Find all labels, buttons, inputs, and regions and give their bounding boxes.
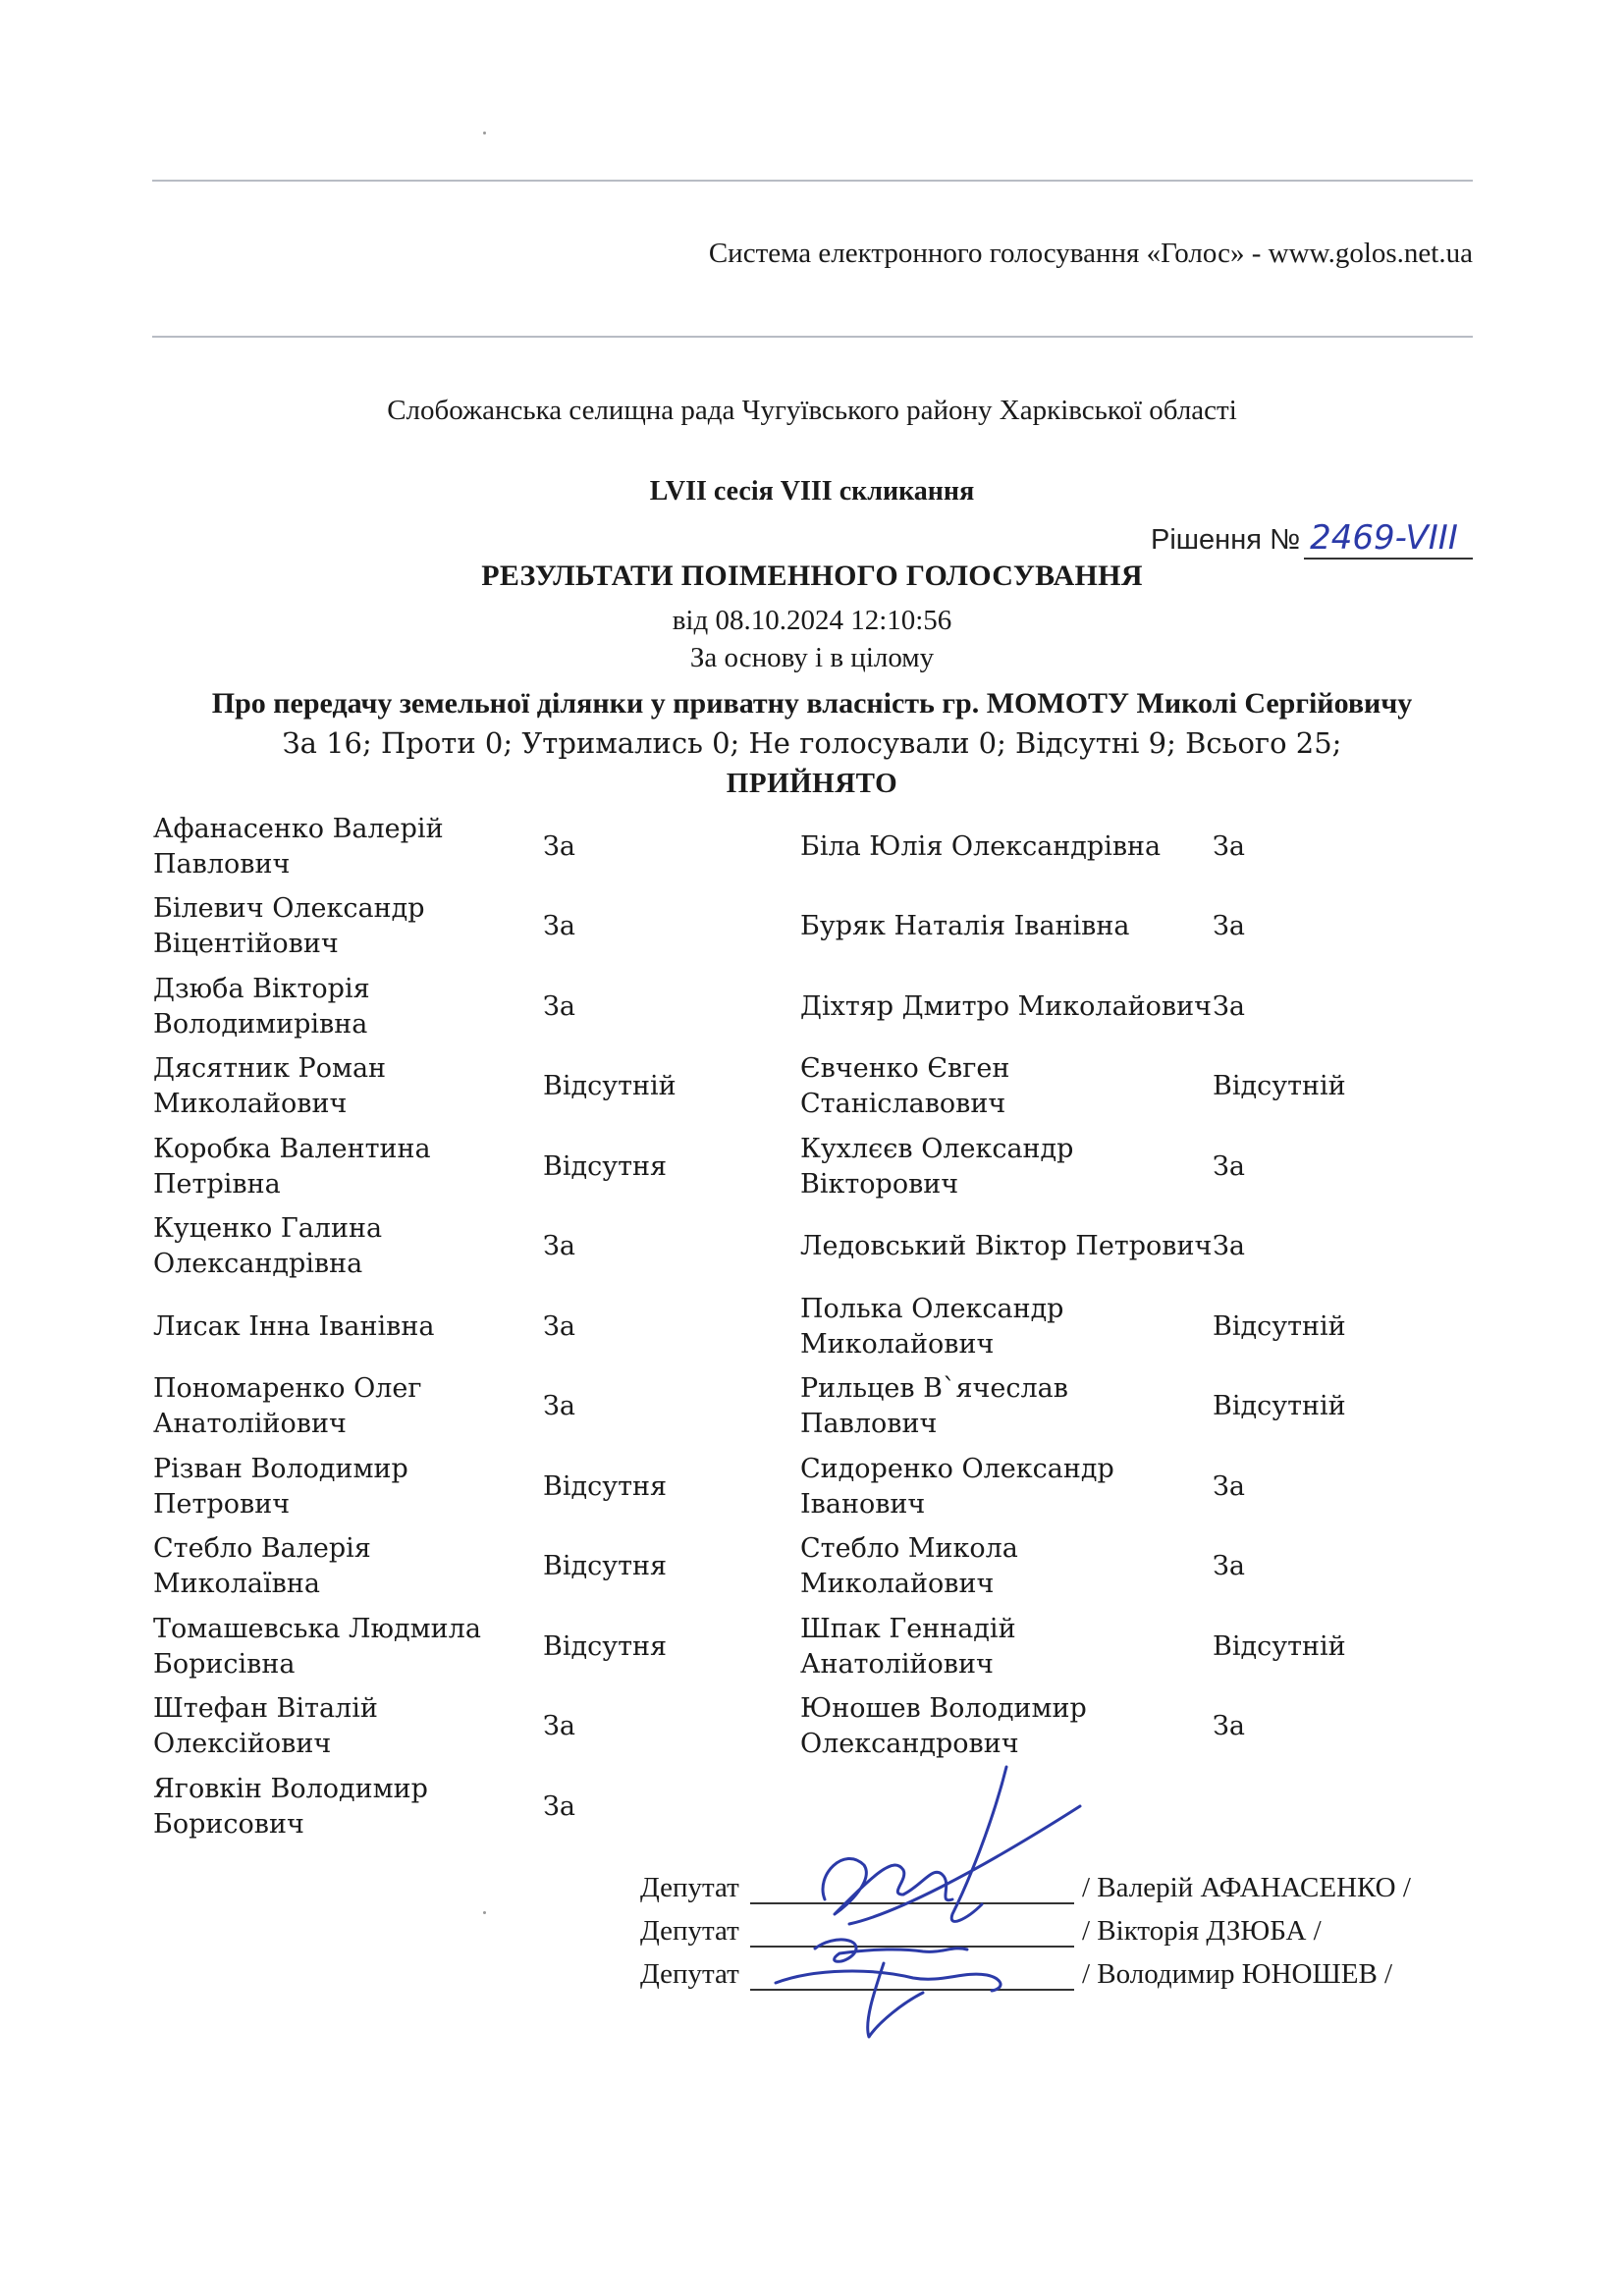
deputy-vote: За	[1213, 1711, 1245, 1742]
deputy-name: Стебло Валерія Миколаївна	[153, 1533, 371, 1600]
deputy-vote: За	[1213, 1470, 1245, 1502]
header-bottom-rule	[152, 336, 1473, 338]
deputy-name: Рильцев В`ячеслав Павлович	[800, 1373, 1068, 1440]
deputy-vote: Відсутній	[1213, 1391, 1346, 1422]
signatory-name: / Вікторія ДЗЮБА /	[1082, 1915, 1322, 1947]
vote-row	[153, 807, 1400, 887]
deputy-name: Штефан Віталій Олексійович	[153, 1693, 378, 1760]
deputy-name: Дясятник Роман Миколайович	[153, 1053, 387, 1120]
deputy-name: Стебло Микола Миколайович	[800, 1533, 1018, 1600]
deputy-name: Лисак Інна Іванівна	[153, 1310, 435, 1342]
deputy-name: Діхтяр Дмитро Миколайович	[800, 990, 1212, 1022]
vote-row	[153, 967, 1400, 1047]
deputy-vote: Відсутній	[1213, 1071, 1346, 1102]
deputy-vote: За	[1213, 990, 1245, 1022]
deputy-vote: Відсутня	[543, 1470, 668, 1502]
deputy-name: Куценко Галина Олександрівна	[153, 1213, 383, 1280]
signature-label: Депутат	[640, 1958, 739, 1990]
vote-row	[153, 1447, 1400, 1527]
deputy-vote: За	[1213, 830, 1245, 862]
roll-call-table	[153, 807, 1400, 1847]
deputy-vote: Відсутній	[543, 1071, 677, 1102]
deputy-name: Полька Олександр Миколайович	[800, 1293, 1064, 1360]
deputy-vote: За	[543, 1231, 575, 1262]
deputy-name: Білевич Олександр Віцентійович	[153, 893, 425, 960]
decision-number	[1151, 518, 1473, 560]
decision-handwritten-number: 2469-VIII	[1304, 518, 1473, 560]
vote-basis: За основу і в цілому	[689, 642, 935, 673]
deputy-name: Шпак Геннадій Анатолійович	[800, 1613, 1016, 1680]
vote-row	[153, 887, 1400, 968]
council-name: Слобожанська селищна рада Чугуївського району Харківської області	[387, 395, 1237, 426]
deputy-name: Євченко Євген Станіславович	[800, 1053, 1010, 1120]
deputy-vote: Відсутній	[1213, 1310, 1346, 1342]
header-top-rule	[152, 180, 1473, 182]
vote-row	[153, 1207, 1400, 1288]
deputy-name: Різван Володимир Петрович	[153, 1453, 408, 1520]
deputy-name: Сидоренко Олександр Іванович	[800, 1453, 1114, 1520]
vote-tally: За 16; Проти 0; Утримались 0; Не голосували 0; Відсутні 9; Всього 25;	[282, 726, 1342, 760]
deputy-vote: За	[1213, 911, 1245, 942]
deputy-name: Томашевська Людмила Борисівна	[153, 1613, 481, 1680]
vote-row	[153, 1607, 1400, 1687]
deputy-vote: За	[1213, 1231, 1245, 1262]
signatory-name: / Валерій АФАНАСЕНКО /	[1082, 1872, 1411, 1903]
signature-label: Депутат	[640, 1872, 739, 1903]
vote-row	[153, 1287, 1400, 1367]
deputy-name: Юношев Володимир Олександрович	[800, 1693, 1087, 1760]
results-title: РЕЗУЛЬТАТИ ПОІМЕННОГО ГОЛОСУВАННЯ	[481, 560, 1143, 592]
vote-row	[153, 1047, 1400, 1128]
session-title: LVII сесія VIII скликання	[649, 476, 975, 507]
deputy-name: Яговкін Володимир Борисович	[153, 1773, 428, 1840]
scan-speck	[483, 132, 486, 134]
vote-row	[153, 1687, 1400, 1768]
voting-system-caption: Система електронного голосування «Голос» - www.golos.net.ua	[708, 238, 1473, 269]
deputy-vote: За	[543, 911, 575, 942]
deputy-vote: Відсутній	[1213, 1630, 1346, 1662]
scan-speck	[483, 1911, 486, 1914]
handwritten-signatures	[756, 1757, 1110, 2052]
vote-row	[153, 1127, 1400, 1207]
vote-row	[153, 1527, 1400, 1608]
deputy-vote: За	[543, 830, 575, 862]
deputy-vote: За	[543, 990, 575, 1022]
deputy-vote: За	[1213, 1150, 1245, 1182]
deputy-name: Буряк Наталія Іванівна	[800, 911, 1130, 942]
deputy-name: Афанасенко Валерій Павлович	[153, 813, 444, 880]
decision-label: Рішення №	[1151, 524, 1301, 556]
deputy-vote: За	[1213, 1551, 1245, 1582]
deputy-name: Біла Юлія Олександрівна	[800, 830, 1162, 862]
deputy-name: Дзюба Вікторія Володимирівна	[153, 973, 370, 1040]
signatory-name: / Володимир ЮНОШЕВ /	[1082, 1958, 1393, 1990]
deputy-name: Коробка Валентина Петрівна	[153, 1133, 431, 1200]
deputy-name: Пономаренко Олег Анатолійович	[153, 1373, 422, 1440]
deputy-name: Кухлєєв Олександр Вікторович	[800, 1133, 1074, 1200]
deputy-vote: Відсутня	[543, 1150, 668, 1182]
signature-label: Депутат	[640, 1915, 739, 1947]
deputy-vote: Відсутня	[543, 1551, 668, 1582]
vote-row	[153, 1367, 1400, 1448]
deputy-vote: За	[543, 1711, 575, 1742]
deputy-name: Ледовський Віктор Петрович	[800, 1231, 1213, 1262]
deputy-vote: За	[543, 1790, 575, 1822]
deputy-vote: За	[543, 1391, 575, 1422]
deputy-vote: За	[543, 1310, 575, 1342]
vote-status: ПРИЙНЯТО	[726, 768, 898, 799]
deputy-vote: Відсутня	[543, 1630, 668, 1662]
vote-subject: Про передачу земельної ділянки у приватну власність гр. МОМОТУ Миколі Сергійовичу	[211, 687, 1413, 720]
vote-date: від 08.10.2024 12:10:56	[672, 605, 952, 636]
